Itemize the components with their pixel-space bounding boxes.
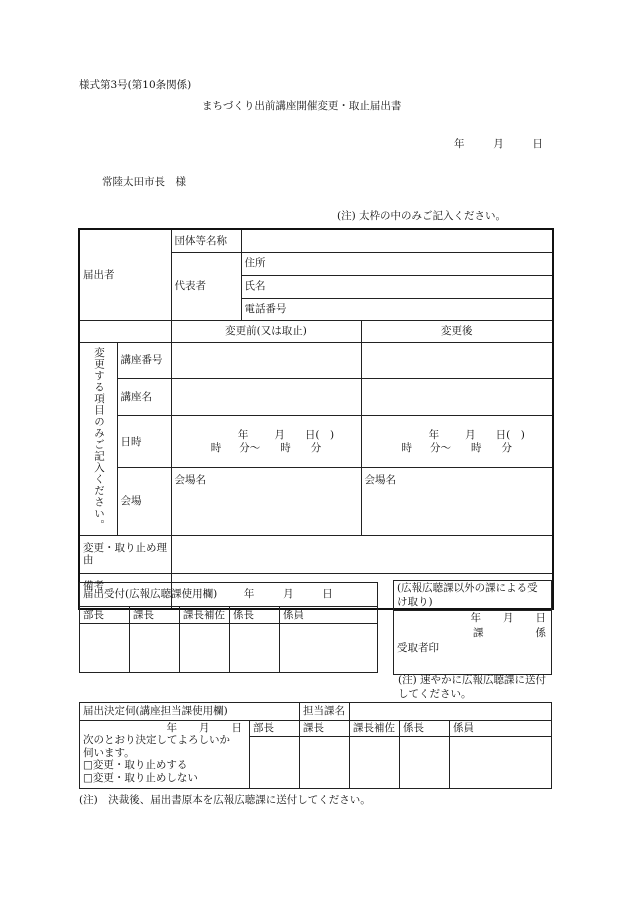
venue-label: 会場 — [117, 468, 171, 535]
org-name-field[interactable] — [241, 229, 553, 252]
address-label: 住所 — [244, 257, 266, 270]
course-name-after[interactable] — [361, 379, 553, 416]
other-receipt-year: 年 — [470, 612, 481, 624]
decision-seal-asst-manager[interactable] — [350, 737, 400, 789]
before-label: 変更前(又は取止) — [171, 320, 361, 342]
dt-after-min: 分 — [501, 441, 512, 454]
decision-opt-no-change[interactable]: □変更・取り止めしない — [83, 771, 198, 784]
rep-label: 代表者 — [171, 252, 241, 320]
decision-year: 年 — [166, 722, 178, 734]
receipt-col-chief: 係長 — [230, 607, 280, 624]
decision-body — [80, 721, 250, 789]
decision-seal-manager[interactable] — [300, 737, 350, 789]
receipt-header — [80, 583, 378, 607]
course-name-label: 講座名 — [117, 379, 171, 416]
date-day: 日 — [532, 138, 543, 150]
dt-after-min-from: 分～ — [430, 441, 451, 454]
decision-col-director: 部長 — [250, 721, 300, 737]
dt-after-year: 年 — [428, 429, 440, 442]
receipt-year: 年 — [243, 588, 255, 601]
other-receipt-month: 月 — [503, 612, 514, 624]
phone-field[interactable] — [241, 298, 553, 320]
course-no-label: 講座番号 — [117, 342, 171, 379]
decision-col-chief: 係長 — [400, 721, 450, 737]
receipt-seal-staff[interactable] — [280, 624, 378, 673]
other-receipt-section: 課 — [473, 627, 484, 640]
applicant-label: 届出者 — [79, 229, 171, 320]
decision-text2: 伺います。 — [83, 746, 135, 759]
items-side-label: 変更する項目のみご記入ください。 — [79, 342, 117, 535]
decision-opt-change[interactable]: □変更・取り止めする — [83, 759, 188, 772]
decision-col-staff: 係員 — [450, 721, 552, 737]
receipt-month: 月 — [283, 588, 294, 601]
venue-after[interactable] — [361, 468, 553, 535]
decision-text1: 次のとおり決定してよろしいか — [83, 734, 230, 747]
submission-date — [454, 139, 543, 150]
reason-label: 変更・取り止め理由 — [79, 535, 171, 573]
receipt-seal-asst-manager[interactable] — [180, 624, 230, 673]
receipt-seal-manager[interactable] — [130, 624, 180, 673]
date-year: 年 — [454, 138, 465, 150]
other-receipt-subsection: 係 — [535, 627, 546, 640]
receipt-col-manager: 課長 — [130, 607, 180, 624]
address-field[interactable] — [241, 252, 553, 275]
decision-col-asst-manager: 課長補佐 — [350, 721, 400, 737]
course-no-before[interactable] — [171, 342, 361, 379]
dt-after-month: 月 — [465, 429, 476, 442]
decision-table — [79, 702, 552, 789]
decision-month: 月 — [199, 722, 210, 734]
name-field[interactable] — [241, 275, 553, 298]
form-title: まちづくり出前講座開催変更・取止届出書 — [202, 100, 402, 112]
decision-footer-note: (注) 決裁後、届出書原本を広報広聴課に送付してください。 — [79, 794, 371, 806]
reason-field[interactable] — [171, 535, 553, 573]
receipt-seal-director[interactable] — [80, 624, 130, 673]
remarks-label: 備考 — [79, 573, 171, 609]
dt-after-hour: 時 — [401, 441, 412, 454]
course-no-after[interactable] — [361, 342, 553, 379]
phone-label: 電話番号 — [244, 302, 287, 315]
receipt-table — [79, 582, 378, 673]
other-receipt-seal: 受取者印 — [397, 642, 439, 655]
other-receipt-title: (広報広聴課以外の課による受け取り) — [394, 581, 552, 611]
decision-seal-staff[interactable] — [450, 737, 552, 789]
course-name-before[interactable] — [171, 379, 361, 416]
dt-before-hour2: 時 — [280, 441, 291, 454]
decision-dept-field[interactable] — [350, 703, 552, 721]
date-month: 月 — [493, 138, 504, 150]
dt-after-day: 日( ) — [495, 429, 525, 442]
receipt-col-staff: 係員 — [280, 607, 378, 624]
decision-dept-label: 担当課名 — [300, 703, 350, 721]
decision-seal-chief[interactable] — [400, 737, 450, 789]
dt-before-day: 日( ) — [304, 429, 335, 442]
datetime-before[interactable] — [171, 416, 361, 468]
decision-col-manager: 課長 — [300, 721, 350, 737]
dt-before-min: 分 — [310, 441, 322, 454]
other-receipt-body[interactable] — [394, 611, 552, 675]
venue-before[interactable] — [171, 468, 361, 535]
datetime-label: 日時 — [117, 416, 171, 468]
decision-day: 日 — [231, 722, 243, 734]
dt-before-min-from: 分～ — [239, 441, 261, 454]
other-receipt-box — [393, 580, 552, 675]
instruction-note: (注) 太枠の中のみご記入ください。 — [337, 210, 507, 222]
venue-before-name-label: 会場名 — [174, 474, 206, 487]
receipt-title: 届出受付(広報広聴課使用欄) — [83, 588, 218, 601]
dt-before-hour: 時 — [210, 441, 222, 454]
other-receipt-note: (注) 速やかに広報広聴課に送付してください。 — [398, 674, 547, 700]
blank-header-cell — [79, 320, 171, 342]
other-receipt-day: 日 — [535, 612, 546, 624]
name-label: 氏名 — [244, 280, 266, 293]
dt-before-month: 月 — [274, 429, 285, 442]
receipt-seal-chief[interactable] — [230, 624, 280, 673]
after-label: 変更後 — [361, 320, 553, 342]
addressee: 常陸太田市長 様 — [102, 176, 186, 188]
main-form — [78, 228, 554, 610]
decision-title: 届出決定伺(講座担当課使用欄) — [80, 703, 250, 721]
receipt-day: 日 — [322, 588, 333, 601]
receipt-col-asst-manager: 課長補佐 — [180, 607, 230, 624]
datetime-after[interactable] — [361, 416, 553, 468]
dt-before-year: 年 — [237, 429, 249, 442]
form-number: 様式第3号(第10条関係) — [79, 79, 192, 91]
dt-after-hour2: 時 — [471, 441, 482, 454]
receipt-col-director: 部長 — [80, 607, 130, 624]
venue-after-name-label: 会場名 — [364, 474, 396, 487]
org-name-label: 団体等名称 — [171, 229, 241, 252]
decision-seal-director[interactable] — [250, 737, 300, 789]
